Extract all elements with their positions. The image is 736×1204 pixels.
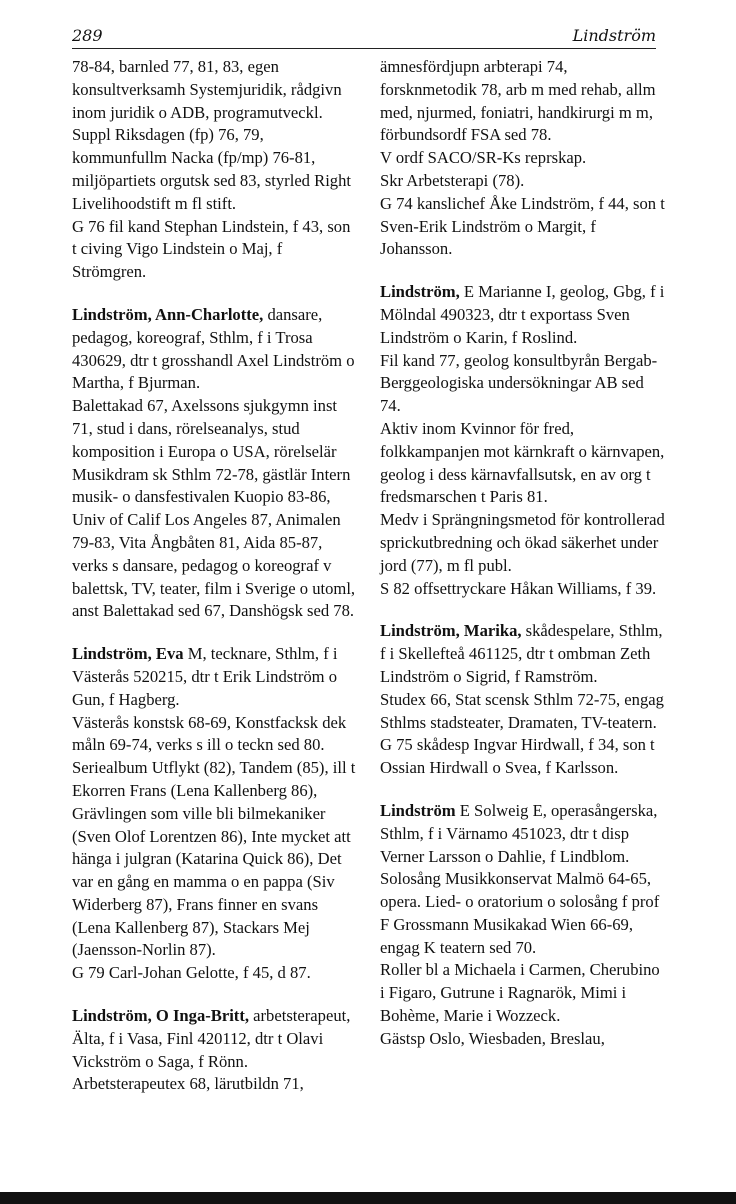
entry-headword: Lindström, O Inga-Britt, [72,1006,250,1026]
entry-paragraph: G 75 skådesp Ingvar Hirdwall, f 34, son t Ossian Hirdwall o Svea, f Karlsson. [380,735,655,778]
entry-headword: Lindström, Marika, [380,621,522,641]
entry-paragraph: Solosång Musikkonservat Malmö 64-65, opera. Lied- o oratorium o solosång f prof F Grossmann Musikakad Wien 66-69, engag K teatern sed 70. [380,869,660,957]
dictionary-entry [380,620,666,780]
entry-intro-text: dansare, pedagog, koreograf, Sthlm, f i Trosa 430629, dtr t grosshandl Axel Lindström o Martha, f Bjurman. [72,304,355,393]
entry-paragraph: Seriealbum Utflykt (82), Tandem (85), ill t Ekorren Frans (Lena Kallenberg 86), Grävlingen som ville bli bilmekaniker (Sven Olof Lorentzen 86), Inte mycket att hänga i julgran (Katarina Quick 86), Det var en gång en mamma o en pappa (Siv Widerberg 87), Frans finner en svans (Lena Kallenberg 87), Stackars Mej (Jaensson-Norlin 87). [72,758,356,960]
entry-paragraph: Fil kand 77, geolog konsultbyrån Bergab-Berggeologiska undersökningar AB sed 74. [380,350,658,416]
entry-paragraph: ämnesfördjupn arbterapi 74, forsknmetodik 78, arb m med rehab, allm med, njurmed, foniatri, handkirurgi m m, förbundsordf FSA sed 78. [380,57,656,145]
entry-paragraph: Studex 66, Stat scensk Sthlm 72-75, engag Sthlms stadsteater, Dramaten, TV-teatern. [380,689,664,732]
entry-paragraph: Arbetsterapeutex 68, lärutbildn 71, [72,1074,304,1094]
entry-paragraph: G 76 fil kand Stephan Lindstein, f 43, son t civing Vigo Lindstein o Maj, f Strömgren. [72,216,351,282]
dictionary-entry [380,281,666,600]
dictionary-entry [72,1005,358,1096]
entry-intro-text: skådespelare, Sthlm, f i Skellefteå 461125, dtr t ombman Zeth Lindström o Sigrid, f Ramström. [380,621,663,686]
entry-intro [72,1005,358,1073]
entry-headword: Lindström, [380,282,460,302]
entry-intro-text: M, tecknare, Sthlm, f i Västerås 520215, dtr t Erik Lindström o Gun, f Hagberg. [72,644,338,709]
entry-intro-text: arbetsterapeut, Älta, f i Vasa, Finl 420112, dtr t Olavi Vickström o Saga, f Rönn. [72,1006,351,1071]
dictionary-entry [72,643,358,985]
left-column [72,56,358,1116]
dictionary-entry [72,304,358,623]
entry-intro-text: E Marianne I, geolog, Gbg, f i Mölndal 490323, dtr t exportass Sven Lindström o Karin, f Roslind. [380,282,665,347]
entry-paragraph: Balettakad 67, Axelssons sjukgymn inst 71, stud i dans, rörelseanalys, stud komposition i Europa o USA, rörelselär Musikdram sk Sthlm 72-78, gästlär Intern musik- o dansfestivalen Kuopio 83-86, Univ of Calif Los Angeles 87, Animalen 79-83, Vita Ångbåten 81, Aida 85-87, verks s dansare, pedagog o koreograf v balettsk, TV, teater, film i Sverige o utoml, anst Balettakad sed 67, Danshögsk sed 78. [72,396,356,621]
entry-headword: Lindström [380,800,456,820]
dictionary-entry [72,56,358,284]
dictionary-entry [380,800,666,1051]
entry-paragraph: G 74 kanslichef Åke Lindström, f 44, son t Sven-Erik Lindström o Margit, f Johansson. [380,193,665,259]
entry-paragraph: Suppl Riksdagen (fp) 76, 79, kommunfullm Nacka (fp/mp) 76-81, miljöpartiets orgutsk sed 83, styrled Right Livelihoodstift m fl stift. [72,125,352,213]
entry-intro [380,800,666,868]
dictionary-entry [380,56,666,261]
entry-headword: Lindström, Eva [72,644,184,664]
entry-paragraph: S 82 offsettryckare Håkan Williams, f 39. [380,578,657,598]
entry-paragraph: Roller bl a Michaela i Carmen, Cherubino i Figaro, Gutrune i Ragnarök, Mimi i Bohème, Marie i Wozzeck. [380,960,660,1026]
running-head [72,24,656,49]
entry-paragraph: G 79 Carl-Johan Gelotte, f 45, d 87. [72,963,311,983]
entry-intro [380,620,666,688]
page-number: 289 [72,26,103,45]
entry-intro [72,643,358,711]
entry-intro [72,304,358,395]
entry-headword: Lindström, Ann-Charlotte, [72,304,264,324]
entry-paragraph: 78-84, barnled 77, 81, 83, egen konsultverksamh Systemjuridik, rådgivn inom juridik o ADB, programutveckl. [72,57,342,122]
entry-paragraph: Aktiv inom Kvinnor för fred, folkkampanjen mot kärnkraft o kärnvapen, geolog i dess kärnavfallsutsk, en av org t fredsmarschen t Paris 81. [380,418,665,507]
page-bottom-edge [0,1192,736,1204]
entry-paragraph: Gästsp Oslo, Wiesbaden, Breslau, [380,1028,605,1048]
entry-paragraph: V ordf SACO/SR-Ks reprskap. [380,148,587,168]
entry-paragraph: Västerås konstsk 68-69, Konstfacksk dek måln 69-74, verks s ill o teckn sed 80. [72,712,347,755]
entry-intro-text: E Solweig E, operasångerska, Sthlm, f i Värnamo 451023, dtr t disp Verner Larsson o Dahlie, f Lindblom. [380,800,658,866]
entry-intro [380,281,666,349]
right-column [380,56,666,1071]
entry-paragraph: Skr Arbetsterapi (78). [380,170,525,190]
running-title: Lindström [572,26,656,45]
entry-paragraph: Medv i Sprängningsmetod för kontrollerad sprickutbredning och ökad säkerhet under jord (77), m fl publ. [380,510,665,575]
